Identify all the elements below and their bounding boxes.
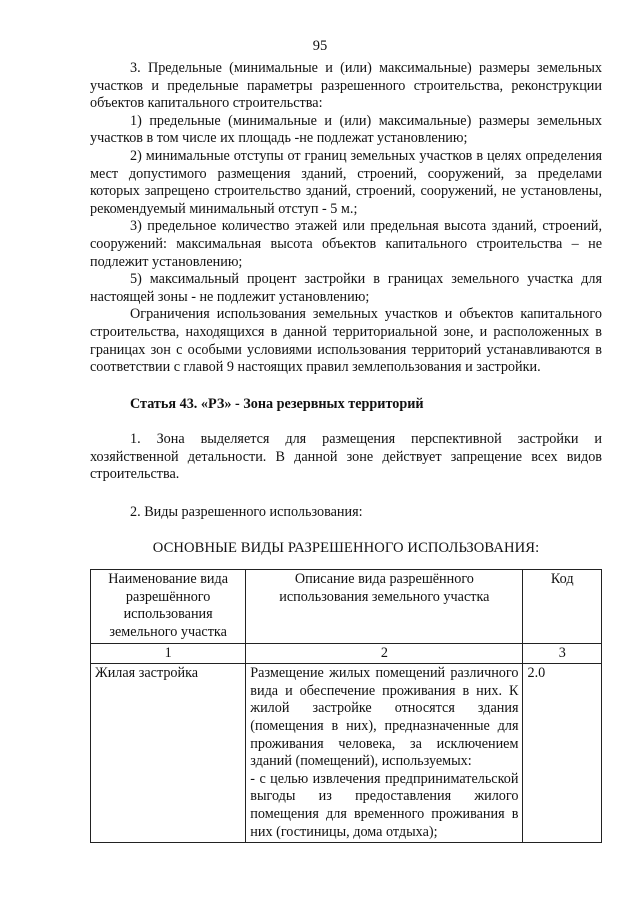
table-row (91, 664, 602, 843)
article-paragraph: 2. Виды разрешенного использования: (130, 504, 363, 521)
use-description-text: Размещение жилых помещений различного вида и обеспечение проживания в них. К жилой застройке относятся здания (помещения в них), предназначенные для проживания человека, за исключением зданий (помещений), используемых: (250, 665, 519, 770)
paragraph: 3. Предельные (минимальные и (или) максимальные) размеры земельных участков и предельные параметры разрешенного строительства, реконструкции объектов капитального строительства: (90, 60, 602, 112)
paragraph: 1) предельные (минимальные и (или) максимальные) размеры земельных участков в том числе их площадь -не подлежат установлению; (90, 112, 602, 147)
article-heading: Статья 43. «РЗ» - Зона резервных территорий (130, 395, 424, 412)
article-paragraph: 1. Зона выделяется для размещения перспективной застройки и хозяйственной детальности. В данной зоне действует запрещение всех видов строительства. (90, 431, 602, 483)
use-description-text: - с целью извлечения предпринимательской выгоды из предоставления жилого помещения для временного проживания в них (гостиницы, дома отдыха); (250, 770, 519, 840)
permitted-use-table (90, 569, 602, 843)
paragraph: 5) максимальный процент застройки в границах земельного участка для настоящей зоны - не подлежит установлению; (90, 271, 602, 305)
column-number: 3 (523, 643, 602, 664)
column-number: 1 (91, 643, 246, 664)
document-body (90, 60, 602, 843)
column-number: 2 (246, 643, 523, 664)
table-title: ОСНОВНЫЕ ВИДЫ РАЗРЕШЕННОГО ИСПОЛЬЗОВАНИЯ: (152, 539, 540, 556)
paragraph: 3) предельное количество этажей или предельная высота зданий, строений, сооружений: максимальная высота объектов капитального строительства – не подлежит установлению; (90, 218, 602, 270)
table-header-name: Наименование вида разрешённого использования земельного участка (91, 570, 246, 643)
page-number: 95 (312, 38, 328, 54)
table-header-row (91, 570, 602, 643)
paragraph: 2) минимальные отступы от границ земельных участков в целях определения мест допустимого размещения зданий, строений, сооружений, за пределами которых запрещено строительство зданий, строений, сооружений, не установлены, рекомендуемый минимальный отступ - 5 м.; (90, 147, 602, 217)
table-column-number-row (91, 643, 602, 664)
table-header-code: Код (523, 570, 602, 643)
use-name-cell: Жилая застройка (91, 664, 246, 843)
use-code-cell: 2.0 (523, 664, 602, 843)
table-header-description: Описание вида разрешённого использования земельного участка (246, 570, 523, 643)
paragraph: Ограничения использования земельных участков и объектов капитального строительства, находящихся в данной территориальной зоне, и расположенных в границах зон с особыми условиями использования территорий устанавливаются в соответствии с главой 9 настоящих правил землепользования и застройки. (90, 306, 602, 376)
use-description-cell (246, 664, 523, 843)
